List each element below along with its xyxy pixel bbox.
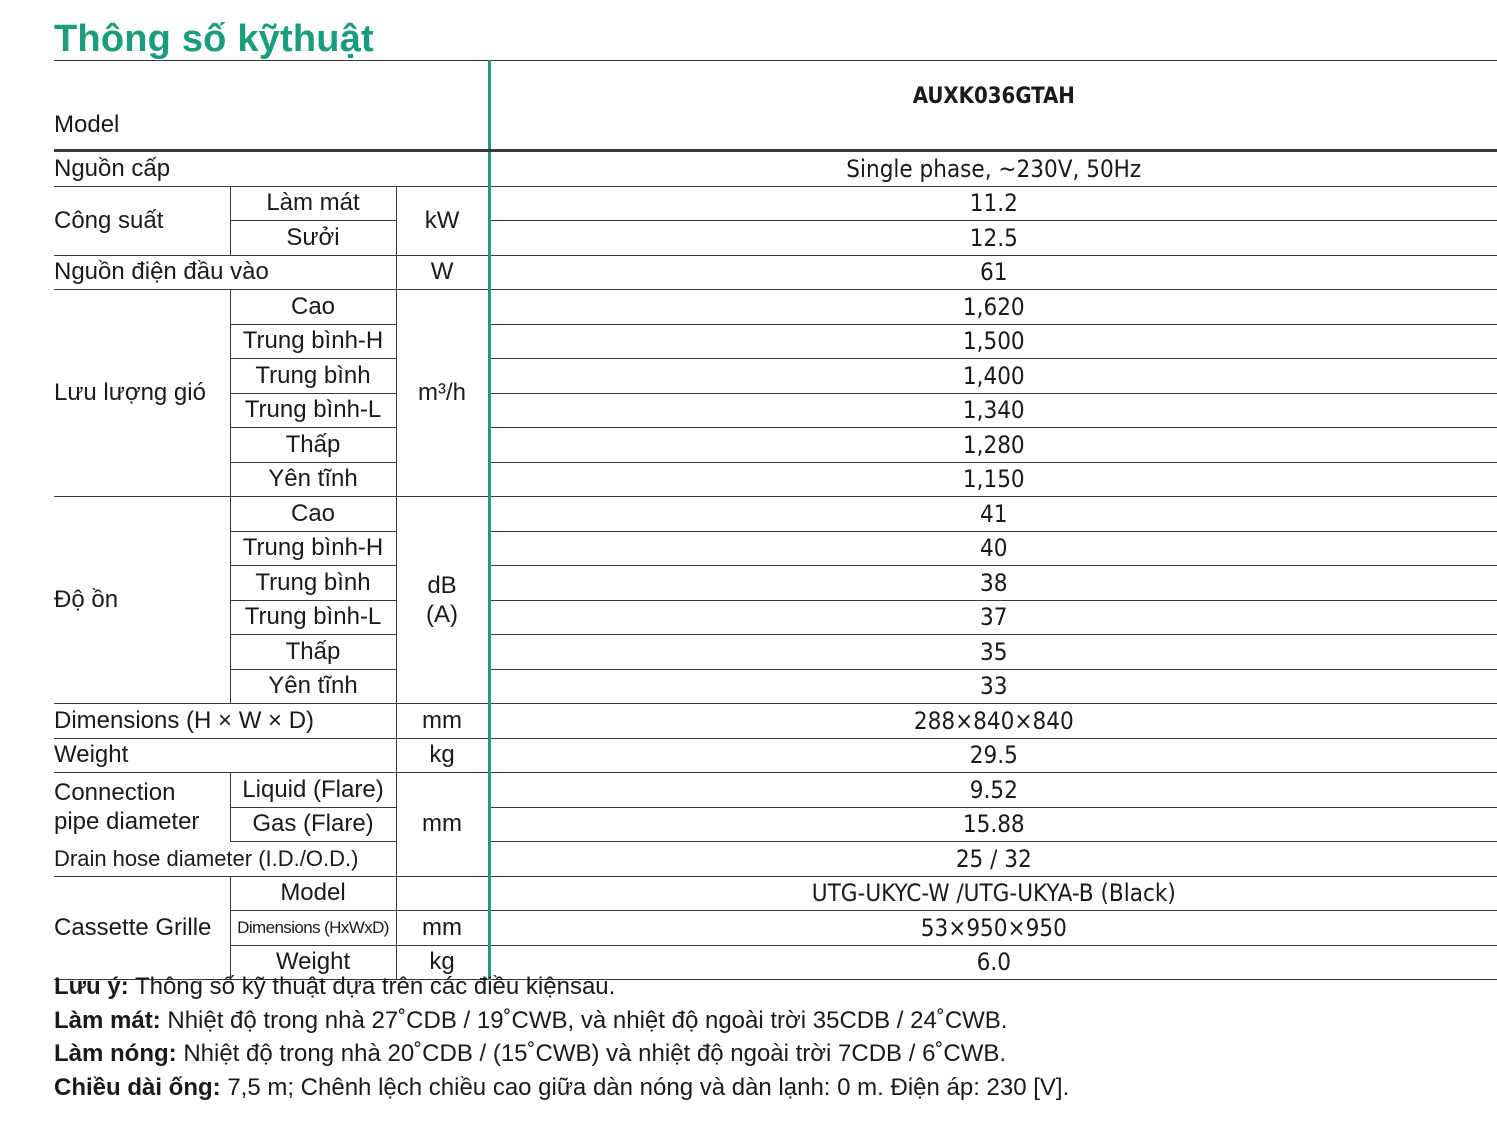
input-power-value: 61 bbox=[489, 255, 1497, 290]
table-row bbox=[54, 531, 1497, 566]
table-row bbox=[54, 669, 1497, 704]
noise-value: 41 bbox=[489, 497, 1497, 532]
weight-unit: kg bbox=[396, 738, 489, 773]
note-text: 7,5 m; Chênh lệch chiều cao giữa dàn nóng và dàn lạnh: 0 m. Điện áp: 230 [V]. bbox=[220, 1073, 1070, 1101]
airflow-value: 1,400 bbox=[489, 359, 1497, 394]
table-row bbox=[54, 842, 1497, 877]
capacity-value: 11.2 bbox=[489, 186, 1497, 221]
weight-value: 29.5 bbox=[489, 738, 1497, 773]
grille-sub: Model bbox=[230, 876, 396, 911]
page-title: Thông số kỹthuật bbox=[54, 18, 374, 60]
table-row bbox=[54, 324, 1497, 359]
drain-label: Drain hose diameter (I.D./O.D.) bbox=[54, 842, 396, 877]
drain-value: 25 / 32 bbox=[489, 842, 1497, 877]
table-row bbox=[54, 911, 1497, 946]
grille-unit: kg bbox=[396, 945, 489, 980]
airflow-sub: Trung bình bbox=[230, 359, 396, 394]
grille-unit bbox=[396, 876, 489, 911]
table-row bbox=[54, 704, 1497, 739]
capacity-value: 12.5 bbox=[489, 221, 1497, 256]
table-row bbox=[54, 738, 1497, 773]
pipe-value: 15.88 bbox=[489, 807, 1497, 842]
noise-value: 40 bbox=[489, 531, 1497, 566]
grille-sub: Weight bbox=[230, 945, 396, 980]
table-row bbox=[54, 428, 1497, 463]
airflow-label: Lưu lượng gió bbox=[54, 290, 230, 497]
power-supply-value: Single phase, ~230V, 50Hz bbox=[489, 151, 1497, 187]
noise-unit-line1: dB bbox=[427, 572, 457, 599]
airflow-sub: Trung bình-H bbox=[230, 324, 396, 359]
model-label: Model bbox=[54, 61, 489, 151]
grille-value: 53×950×950 bbox=[489, 911, 1497, 946]
power-supply-label: Nguồn cấp bbox=[54, 151, 489, 187]
table-row bbox=[54, 635, 1497, 670]
noise-sub: Trung bình bbox=[230, 566, 396, 601]
noise-unit-line2: (A) bbox=[426, 601, 459, 628]
weight-label: Weight bbox=[54, 738, 396, 773]
noise-label: Độ ồn bbox=[54, 497, 230, 704]
airflow-sub: Cao bbox=[230, 290, 396, 325]
model-value: AUXK036GTAH bbox=[489, 61, 1497, 151]
airflow-sub: Thấp bbox=[230, 428, 396, 463]
pipe-label-line2: pipe diameter bbox=[54, 808, 200, 836]
dimensions-value: 288×840×840 bbox=[489, 704, 1497, 739]
airflow-sub: Trung bình-L bbox=[230, 393, 396, 428]
table-row bbox=[54, 151, 1497, 187]
noise-sub: Cao bbox=[230, 497, 396, 532]
input-power-label: Nguồn điện đầu vào bbox=[54, 255, 396, 290]
noise-value: 37 bbox=[489, 600, 1497, 635]
spec-table bbox=[54, 60, 1497, 980]
table-row bbox=[54, 462, 1497, 497]
table-row bbox=[54, 807, 1497, 842]
airflow-unit: m³/h bbox=[396, 290, 489, 497]
grille-value: 6.0 bbox=[489, 945, 1497, 980]
capacity-unit: kW bbox=[396, 186, 489, 255]
table-row bbox=[54, 290, 1497, 325]
notes bbox=[54, 970, 1069, 1104]
noise-sub: Trung bình-H bbox=[230, 531, 396, 566]
airflow-value: 1,500 bbox=[489, 324, 1497, 359]
capacity-sub: Làm mát bbox=[230, 186, 396, 221]
table-row bbox=[54, 773, 1497, 808]
table-row bbox=[54, 221, 1497, 256]
note-line bbox=[54, 1004, 1069, 1038]
input-power-unit: W bbox=[396, 255, 489, 290]
note-heading: Làm nóng: bbox=[54, 1040, 177, 1067]
table-row bbox=[54, 359, 1497, 394]
noise-unit bbox=[396, 497, 489, 704]
note-heading: Chiều dài ống: bbox=[54, 1073, 221, 1101]
airflow-value: 1,620 bbox=[489, 290, 1497, 325]
airflow-sub: Yên tĩnh bbox=[230, 462, 396, 497]
capacity-label: Công suất bbox=[54, 186, 230, 255]
airflow-value: 1,280 bbox=[489, 428, 1497, 463]
note-heading: Làm mát: bbox=[54, 1006, 161, 1034]
noise-value: 35 bbox=[489, 635, 1497, 670]
table-row bbox=[54, 566, 1497, 601]
note-text: Nhiệt độ trong nhà 27˚CDB / 19˚CWB, và nhiệt độ ngoài trời 35CDB / 24˚CWB. bbox=[160, 1006, 1008, 1034]
noise-sub: Thấp bbox=[230, 635, 396, 670]
grille-value: UTG-UKYC-W /UTG-UKYA-B (Black) bbox=[489, 876, 1497, 911]
noise-value: 33 bbox=[489, 669, 1497, 704]
table-row bbox=[54, 393, 1497, 428]
table-header-row bbox=[54, 61, 1497, 151]
note-line bbox=[54, 970, 1069, 1004]
dimensions-unit: mm bbox=[396, 704, 489, 739]
airflow-value: 1,340 bbox=[489, 393, 1497, 428]
noise-sub: Yên tĩnh bbox=[230, 669, 396, 704]
capacity-sub: Sưởi bbox=[230, 221, 396, 256]
noise-sub: Trung bình-L bbox=[230, 600, 396, 635]
note-line bbox=[54, 1037, 1069, 1071]
grille-unit: mm bbox=[396, 911, 489, 946]
pipe-value: 9.52 bbox=[489, 773, 1497, 808]
table-row bbox=[54, 876, 1497, 911]
pipe-label bbox=[54, 773, 230, 842]
note-line bbox=[54, 1071, 1069, 1105]
note-heading: Lưu ý: bbox=[54, 973, 129, 1000]
table-row bbox=[54, 255, 1497, 290]
table-row bbox=[54, 497, 1497, 532]
note-text: Nhiệt độ trong nhà 20˚CDB / (15˚CWB) và nhiệt độ ngoài trời 7CDB / 6˚CWB. bbox=[176, 1040, 1007, 1067]
note-text: Thông số kỹ thuật dựa trên các điều kiệnsau. bbox=[128, 973, 616, 1000]
dimensions-label: Dimensions (H × W × D) bbox=[54, 704, 396, 739]
table-row bbox=[54, 600, 1497, 635]
noise-value: 38 bbox=[489, 566, 1497, 601]
table-row bbox=[54, 186, 1497, 221]
airflow-value: 1,150 bbox=[489, 462, 1497, 497]
grille-label: Cassette Grille bbox=[54, 876, 230, 980]
grille-sub: Dimensions (HxWxD) bbox=[230, 911, 396, 946]
pipe-sub: Gas (Flare) bbox=[230, 807, 396, 842]
pipe-unit: mm bbox=[396, 773, 489, 877]
pipe-sub: Liquid (Flare) bbox=[230, 773, 396, 808]
pipe-label-line1: Connection bbox=[54, 779, 176, 807]
